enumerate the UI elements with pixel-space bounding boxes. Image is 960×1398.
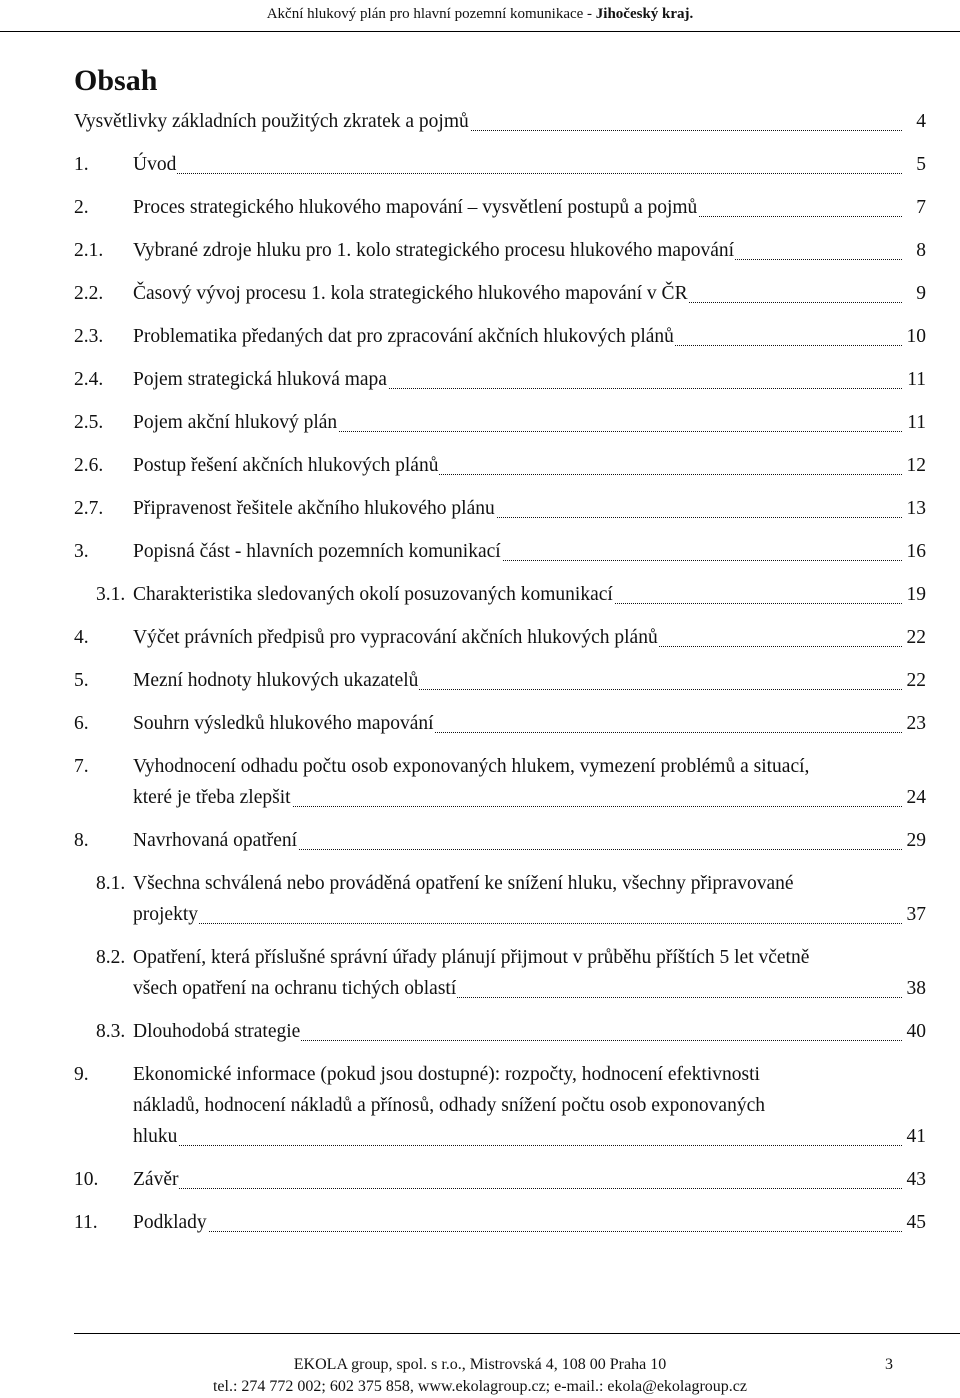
toc-entry-page: 37 (905, 899, 927, 930)
toc-entry-number: 8.1. (96, 873, 126, 894)
toc-entry-title-line: Souhrn výsledků hlukového mapování (133, 708, 435, 739)
toc-entry-title-line: Podklady (133, 1207, 208, 1238)
toc-entry-title (133, 278, 926, 309)
toc-entry[interactable] (74, 106, 926, 137)
toc-entry-number: 2.6. (74, 455, 104, 476)
toc-entry[interactable] (74, 868, 926, 930)
toc-entry-title-line: Popisná část - hlavních pozemních komunikací (133, 536, 502, 567)
toc-leader-dots (133, 173, 902, 174)
toc-entry-title-line: Charakteristika sledovaných okolí posuzovaných komunikací (133, 579, 614, 610)
toc-entry-page: 24 (905, 782, 927, 813)
toc-entry[interactable] (74, 278, 926, 309)
toc-entry-number: 3. (74, 541, 89, 562)
toc-entry[interactable] (74, 1016, 926, 1047)
toc-entry-title-line: Proces strategického hlukového mapování – vysvětlení postupů a pojmů (133, 192, 698, 223)
toc-entry-number: 5. (74, 670, 89, 691)
page-number: 3 (885, 1356, 893, 1373)
toc-entry-page: 5 (914, 149, 926, 180)
toc-entry-title (133, 493, 926, 524)
toc-entry-title (133, 536, 926, 567)
toc-entry-title-line: Navrhovaná opatření (133, 825, 298, 856)
toc-entry-title-line: Mezní hodnoty hlukových ukazatelů (133, 665, 419, 696)
toc-entry-page: 10 (905, 321, 927, 352)
toc-leader-dots (133, 1188, 902, 1189)
toc-entry-number: 2. (74, 197, 89, 218)
toc-entry[interactable] (74, 192, 926, 223)
toc-entry-title-line: všech opatření na ochranu tichých oblastí (133, 973, 457, 1004)
toc-entry-number: 6. (74, 713, 89, 734)
toc-entry-number: 8.3. (96, 1021, 126, 1042)
toc-entry-page: 12 (905, 450, 927, 481)
toc-entry[interactable] (74, 751, 926, 813)
toc-entry-title (133, 321, 926, 352)
toc-entry-title (133, 825, 926, 856)
page-header (0, 0, 960, 26)
toc-entry-page: 9 (914, 278, 926, 309)
toc-entry-number: 2.5. (74, 412, 104, 433)
toc-entry[interactable] (74, 708, 926, 739)
toc-entry-page: 22 (905, 665, 927, 696)
toc-entry-title (133, 1016, 926, 1047)
toc-entry-title-line: Dlouhodobá strategie (133, 1016, 301, 1047)
toc-entry-number: 1. (74, 154, 89, 175)
toc-entry-page: 7 (914, 192, 926, 223)
toc-entry-title (133, 1164, 926, 1195)
toc-entry[interactable] (74, 1059, 926, 1152)
footer-divider (74, 1333, 960, 1334)
toc-entry[interactable] (74, 149, 926, 180)
toc-entry-title-line: které je třeba zlepšit (133, 782, 292, 813)
toc-entry-title (133, 407, 926, 438)
toc-entry[interactable] (74, 665, 926, 696)
toc-entry-title-line: Vyhodnocení odhadu počtu osob exponovaných hlukem, vymezení problémů a situací, (133, 756, 810, 777)
toc-entry-title (133, 665, 926, 696)
toc-entry-title-line: Opatření, která příslušné správní úřady plánují přijmout v průběhu příštích 5 let včetně (133, 947, 810, 968)
toc-entry-number: 2.3. (74, 326, 104, 347)
toc-entry[interactable] (74, 536, 926, 567)
toc-entry-title-line: hluku (133, 1121, 178, 1152)
toc-entry-page: 23 (905, 708, 927, 739)
toc-entry-number: 7. (74, 756, 89, 777)
toc-entry-title-line: Časový vývoj procesu 1. kola strategického hlukového mapování v ČR (133, 278, 689, 309)
toc-entry-page: 13 (905, 493, 927, 524)
toc-entry-title-line: Vybrané zdroje hluku pro 1. kolo strategického procesu hlukového mapování (133, 235, 735, 266)
toc-entry-title-line: projekty (133, 899, 199, 930)
toc-entry[interactable] (74, 493, 926, 524)
header-document-title: Akční hlukový plán pro hlavní pozemní komunikace - (266, 6, 596, 22)
toc-entry[interactable] (74, 235, 926, 266)
toc-entry-number: 10. (74, 1169, 99, 1190)
toc-entry-page: 22 (905, 622, 927, 653)
toc-entry-number: 2.7. (74, 498, 104, 519)
toc-entry-title-line: nákladů, hodnocení nákladů a přínosů, odhady snížení počtu osob exponovaných (133, 1095, 765, 1116)
toc-entry[interactable] (74, 622, 926, 653)
toc-leader-dots (133, 1231, 902, 1232)
toc-entry-number: 4. (74, 627, 89, 648)
toc-entry-number: 11. (74, 1212, 98, 1233)
toc-entry[interactable] (74, 579, 926, 610)
toc-entry-title-line: Vysvětlivky základních použitých zkratek a pojmů (74, 106, 470, 137)
toc-entry[interactable] (74, 1164, 926, 1195)
toc-entry-page: 45 (905, 1207, 927, 1238)
table-of-contents (74, 106, 926, 1250)
header-divider (0, 31, 960, 32)
toc-entry-number: 9. (74, 1064, 89, 1085)
toc-entry-title (133, 751, 926, 813)
toc-entry-title-line: Připravenost řešitele akčního hlukového plánu (133, 493, 496, 524)
toc-entry-page: 43 (905, 1164, 927, 1195)
toc-entry-title-line: Ekonomické informace (pokud jsou dostupné): rozpočty, hodnocení efektivnosti (133, 1064, 760, 1085)
toc-entry-page: 29 (905, 825, 927, 856)
toc-entry-title-line: Výčet právních předpisů pro vypracování akčních hlukových plánů (133, 622, 659, 653)
toc-entry-page: 41 (905, 1121, 927, 1152)
toc-entry-page: 19 (905, 579, 927, 610)
toc-leader-dots (133, 1145, 902, 1146)
toc-entry-title (133, 708, 926, 739)
toc-entry[interactable] (74, 825, 926, 856)
toc-entry-number: 8.2. (96, 947, 126, 968)
toc-entry-title (133, 579, 926, 610)
toc-entry[interactable] (74, 1207, 926, 1238)
footer-company-address: EKOLA group, spol. s r.o., Mistrovská 4, 108 00 Praha 10 (293, 1356, 667, 1373)
toc-entry-title (133, 450, 926, 481)
page-footer (0, 1354, 960, 1398)
toc-entry-title (133, 868, 926, 930)
toc-entry[interactable] (74, 407, 926, 438)
toc-entry-title (133, 235, 926, 266)
toc-entry-page: 38 (905, 973, 927, 1004)
toc-entry-page: 16 (905, 536, 927, 567)
toc-entry-title-line: Postup řešení akčních hlukových plánů (133, 450, 439, 481)
toc-entry-title (133, 192, 926, 223)
toc-entry-page: 40 (905, 1016, 927, 1047)
toc-leader-dots (133, 923, 902, 924)
toc-entry-page: 11 (905, 407, 926, 438)
toc-entry-title (74, 106, 926, 137)
toc-entry-title-line: Všechna schválená nebo prováděná opatření ke snížení hluku, všechny připravované (133, 873, 794, 894)
toc-title: Obsah (74, 64, 158, 97)
toc-entry-page: 11 (905, 364, 926, 395)
toc-entry-title-line: Závěr (133, 1164, 179, 1195)
toc-entry-number: 2.2. (74, 283, 104, 304)
toc-entry-title-line: Pojem strategická hluková mapa (133, 364, 388, 395)
toc-entry[interactable] (74, 942, 926, 1004)
toc-entry-title (133, 1059, 926, 1152)
toc-entry-title (133, 1207, 926, 1238)
toc-entry-title (133, 942, 926, 1004)
toc-entry-page: 8 (914, 235, 926, 266)
toc-entry-number: 2.1. (74, 240, 104, 261)
toc-entry[interactable] (74, 364, 926, 395)
toc-entry-title-line: Problematika předaných dat pro zpracování akčních hlukových plánů (133, 321, 675, 352)
footer-contact: tel.: 274 772 002; 602 375 858, www.ekolagroup.cz; e-mail.: ekola@ekolagroup.cz (212, 1378, 747, 1395)
toc-entry-title (133, 149, 926, 180)
toc-entry-title-line: Pojem akční hlukový plán (133, 407, 338, 438)
toc-entry-title-line: Úvod (133, 149, 177, 180)
toc-entry-page: 4 (914, 106, 926, 137)
toc-entry-number: 2.4. (74, 369, 104, 390)
toc-entry[interactable] (74, 450, 926, 481)
toc-entry[interactable] (74, 321, 926, 352)
toc-entry-title (133, 364, 926, 395)
header-region: Jihočeský kraj. (595, 6, 694, 22)
toc-entry-number: 3.1. (96, 584, 126, 605)
toc-entry-title (133, 622, 926, 653)
toc-entry-number: 8. (74, 830, 89, 851)
